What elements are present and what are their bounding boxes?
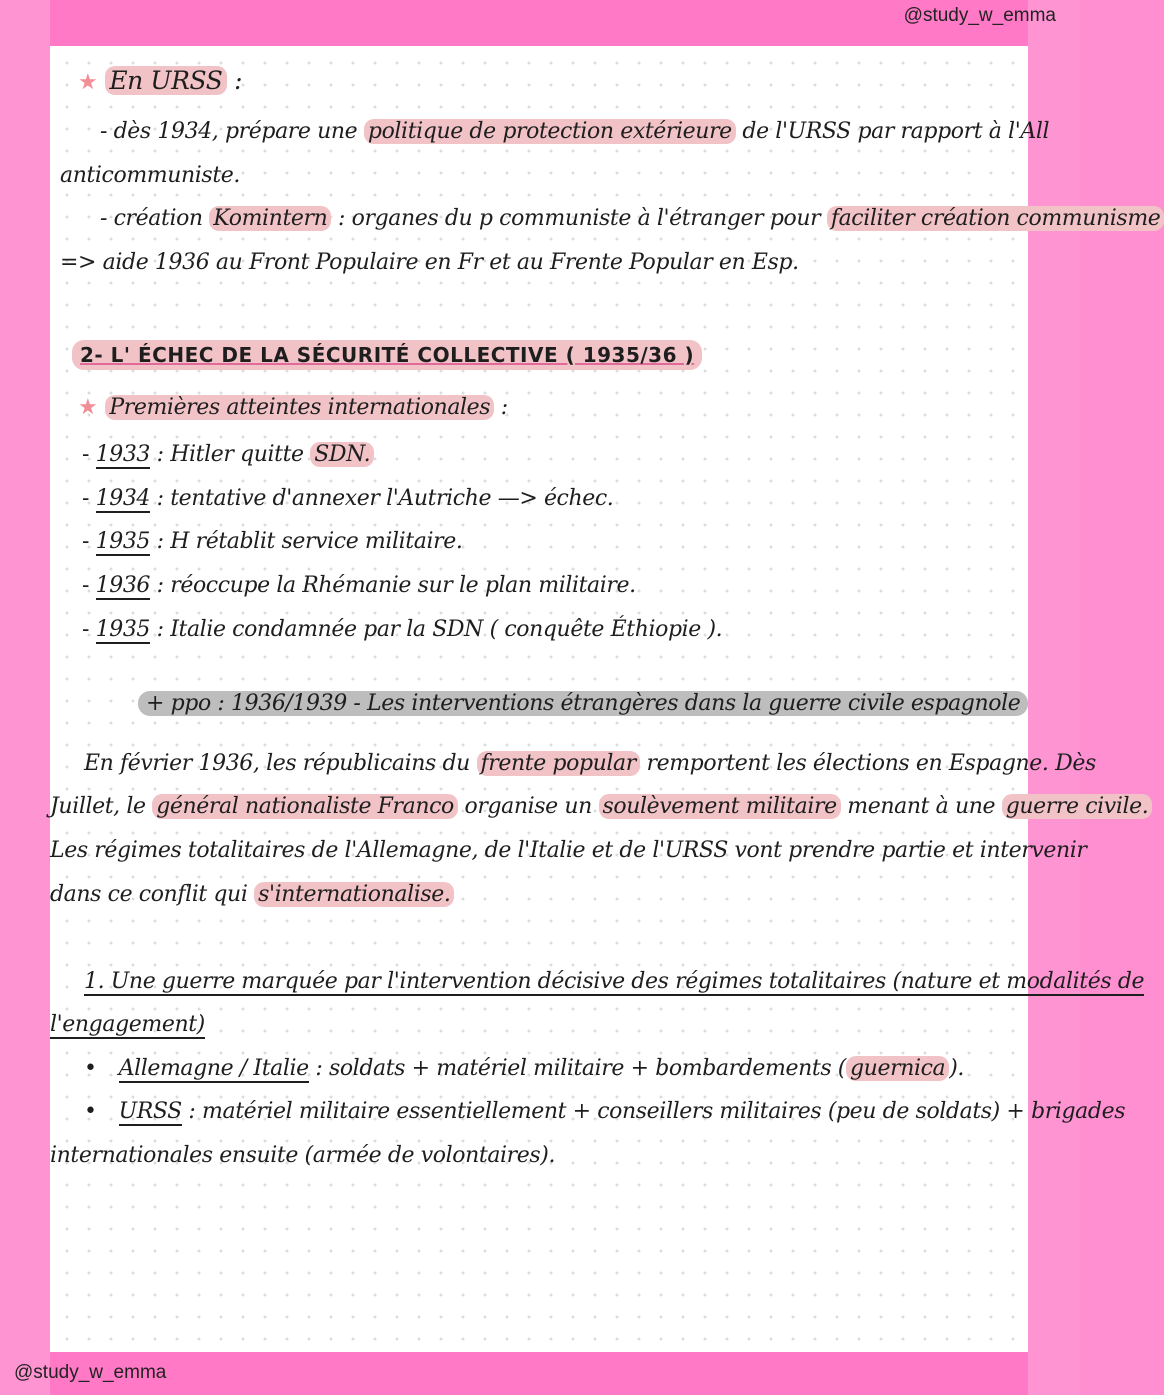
text: : organes du p communiste à l'étranger pour [331,206,827,231]
highlight: politique de protection extérieure [364,119,736,144]
text: ). [949,1056,965,1081]
ppo-title [138,689,1028,719]
event-row: - 1935 : H rétablit service militaire. [82,529,463,554]
text: de l'URSS par rapport à l'All [735,119,1050,144]
part1-title: 1. Une guerre marquée par l'intervention décisive des régimes totalitaires (nature et modalités de [84,969,1145,994]
text: remportent les élections en Espagne. Dès [639,751,1096,776]
ppo-para-line-2 [50,792,1152,822]
bullet-urss [84,1097,1125,1127]
ppo-para-line-3: Les régimes totalitaires de l'Allemagne, de l'Italie et de l'URSS vont prendre partie et intervenir [50,838,1087,863]
frame-left [0,0,50,1395]
bullet-label: URSS [118,1099,182,1124]
event-text: : H rétablit service militaire. [150,529,463,554]
event-year: 1935 [95,617,151,642]
urss-line-4: => aide 1936 au Front Populaire en Fr et au Frente Popular en Esp. [60,250,799,275]
urss-line-3 [100,204,1164,234]
event-text: : Italie condamnée par la SDN ( conquête Éthiopie ). [150,617,723,642]
section-2-heading: 2- L' ÉCHEC DE LA SÉCURITÉ COLLECTIVE ( 1935/36 ) [72,340,702,370]
part1-title-cont: l'engagement) [50,1012,205,1037]
star-icon: ★ [78,70,98,95]
text: - création [100,206,210,231]
text: dans ce conflit qui [50,882,255,907]
highlight: faciliter création communisme [827,206,1164,231]
bullet-icon: • [84,1056,97,1081]
text: Juillet, le [50,794,153,819]
subheading-row: ★ Premières atteintes internationales : [78,395,508,420]
urss-line-2: anticommuniste. [60,163,240,188]
highlight: guernica [846,1056,949,1081]
event-row: - 1935 : Italie condamnée par la SDN ( conquête Éthiopie ). [82,617,723,642]
text: : soldats + matériel militaire + bombardements ( [308,1056,846,1081]
highlight: SDN. [310,442,374,467]
highlight: soulèvement militaire [599,794,841,819]
text: - dès 1934, prépare une [100,119,364,144]
ppo-para-line-4 [50,880,454,910]
event-text: : Hitler quitte [150,442,311,467]
bullet-urss-cont: internationales ensuite (armée de volontaires). [50,1143,556,1168]
event-year: 1936 [95,573,151,598]
part1-title-line-1 [84,967,1144,997]
watermark-top: @study_w_emma [903,5,1056,26]
urss-title: En URSS [105,66,226,95]
event-row: - 1934 : tentative d'annexer l'Autriche —> échec. [82,486,614,511]
bullet-germany-italy [84,1054,964,1084]
event-year: 1933 [95,442,151,467]
highlight: guerre civile. [1002,794,1153,819]
text: menant à une [840,794,1002,819]
event-row: - 1933 : Hitler quitte SDN. [82,440,374,470]
urss-title-row: ★ En URSS : [78,66,243,95]
text: En février 1936, les républicains du [84,751,477,776]
watermark-bottom: @study_w_emma [14,1362,167,1383]
part1-title-line-2 [50,1010,205,1040]
ppo-para-line-1 [84,749,1096,779]
subheading: Premières atteintes internationales [105,395,494,420]
ppo-title-text: + ppo : 1936/1939 - Les interventions étrangères dans la guerre civile espagnole [138,691,1028,716]
event-row: - 1936 : réoccupe la Rhémanie sur le plan militaire. [82,573,636,598]
text: : matériel militaire essentiellement + conseillers militaires (peu de soldats) + brigades [181,1099,1126,1124]
text: organise un [457,794,599,819]
event-year: 1934 [95,486,151,511]
event-text: : réoccupe la Rhémanie sur le plan militaire. [150,573,636,598]
star-icon: ★ [78,395,98,420]
highlight: général nationaliste Franco [152,794,458,819]
event-year: 1935 [95,529,151,554]
bullet-label: Allemagne / Italie [118,1056,309,1081]
highlight: s'internationalise. [254,882,454,907]
highlight: frente popular [477,751,640,776]
bullet-icon: • [84,1099,97,1124]
highlight: Komintern [209,206,331,231]
event-text: : tentative d'annexer l'Autriche —> échec. [150,486,614,511]
urss-line-1 [100,117,1049,147]
